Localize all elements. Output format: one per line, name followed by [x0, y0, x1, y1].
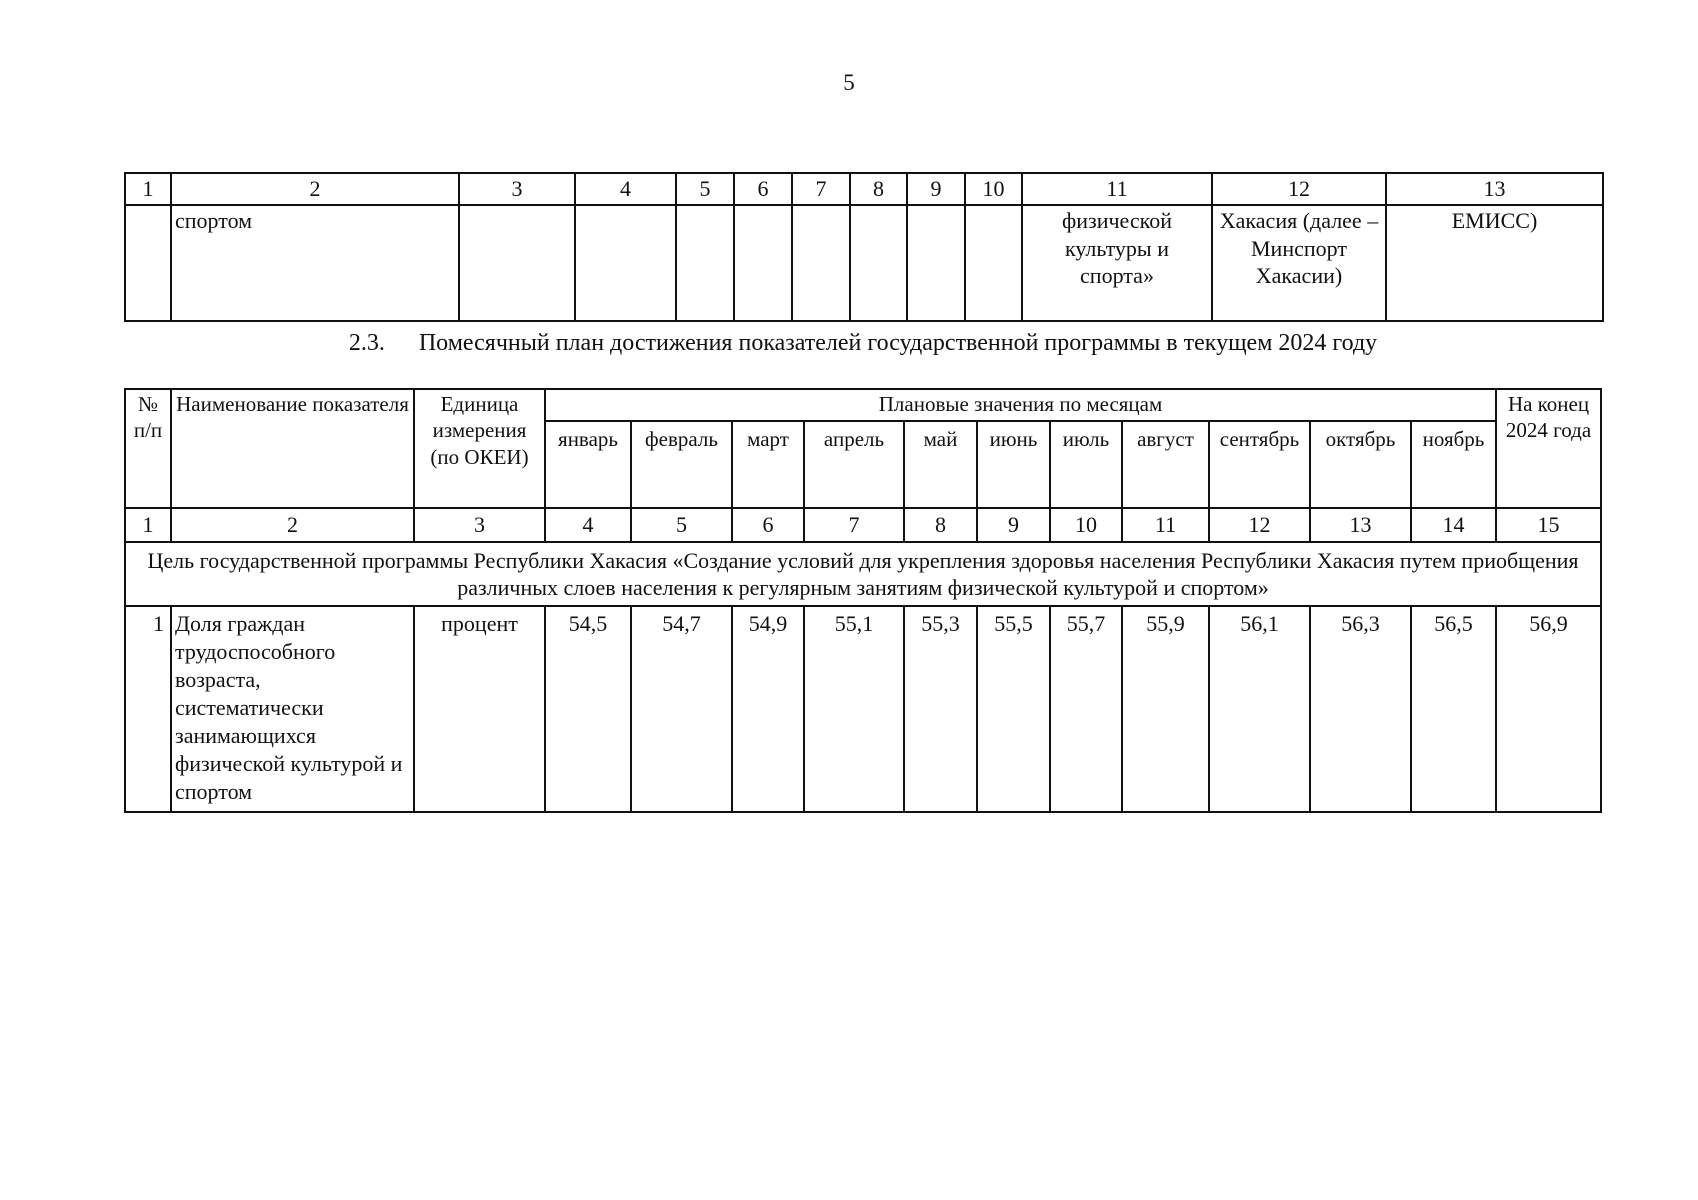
header-month: февраль — [631, 421, 732, 508]
header-month: август — [1122, 421, 1209, 508]
header-month: июль — [1050, 421, 1122, 508]
col-number: 12 — [1212, 173, 1386, 205]
table-cell: Хакасия (далее – Минспорт Хакасии) — [1212, 205, 1386, 321]
month-value: 54,7 — [631, 606, 732, 812]
month-value: 55,1 — [804, 606, 904, 812]
goal-row — [125, 542, 1601, 606]
month-value: 56,3 — [1310, 606, 1411, 812]
header-month: январь — [545, 421, 631, 508]
month-value: 55,9 — [1122, 606, 1209, 812]
col-number: 13 — [1386, 173, 1603, 205]
month-value: 54,5 — [545, 606, 631, 812]
header-month: апрель — [804, 421, 904, 508]
table-cell — [575, 205, 676, 321]
col-number: 14 — [1411, 508, 1496, 542]
month-value: 56,1 — [1209, 606, 1310, 812]
table-cell: физической культуры и спорта» — [1022, 205, 1212, 321]
continuation-header-row — [125, 173, 1603, 205]
table-cell — [792, 205, 850, 321]
header-month: сентябрь — [1209, 421, 1310, 508]
row-number: 1 — [125, 606, 171, 812]
header-month: март — [732, 421, 804, 508]
col-number: 15 — [1496, 508, 1601, 542]
table-cell — [125, 205, 171, 321]
table-cell — [676, 205, 734, 321]
program-goal: Цель государственной программы Республики Хакасия «Создание условий для укрепления здоровья населения Республики Хакасия путем приобщения различных слоев населения к регулярным занятиям физической культурой и спортом» — [125, 542, 1601, 606]
section-title-text: Помесячный план достижения показателей государственной программы в текущем 2024 году — [418, 330, 1378, 356]
section-title — [124, 330, 1602, 357]
header-num: № п/п — [125, 389, 171, 508]
col-number: 11 — [1022, 173, 1212, 205]
table-cell — [965, 205, 1022, 321]
table-row — [125, 606, 1601, 812]
table-cell — [850, 205, 907, 321]
header-name: Наименование показателя — [171, 389, 414, 508]
header-end-of-year: На конец 2024 года — [1496, 389, 1601, 508]
continuation-table — [124, 172, 1604, 322]
month-value: 54,9 — [732, 606, 804, 812]
col-number: 8 — [850, 173, 907, 205]
table-cell — [907, 205, 965, 321]
col-number: 6 — [732, 508, 804, 542]
continuation-row — [125, 205, 1603, 321]
col-number: 11 — [1122, 508, 1209, 542]
col-number: 1 — [125, 173, 171, 205]
section-number: 2.3. — [348, 330, 385, 356]
monthly-plan-table — [124, 388, 1602, 813]
col-number: 5 — [631, 508, 732, 542]
col-number: 3 — [459, 173, 575, 205]
header-monthly-group: Плановые значения по месяцам — [545, 389, 1496, 421]
end-of-year-value: 56,9 — [1496, 606, 1601, 812]
col-number: 2 — [171, 508, 414, 542]
month-value: 55,5 — [977, 606, 1050, 812]
indicator-unit: процент — [414, 606, 545, 812]
table-cell: спортом — [171, 205, 459, 321]
month-value: 55,3 — [904, 606, 977, 812]
col-number: 7 — [792, 173, 850, 205]
col-number: 12 — [1209, 508, 1310, 542]
col-number: 9 — [907, 173, 965, 205]
header-row-1 — [125, 389, 1601, 421]
header-unit: Единица измерения (по ОКЕИ) — [414, 389, 545, 508]
col-number: 8 — [904, 508, 977, 542]
table-cell — [734, 205, 792, 321]
col-number: 9 — [977, 508, 1050, 542]
col-number: 3 — [414, 508, 545, 542]
table-cell — [459, 205, 575, 321]
header-month: ноябрь — [1411, 421, 1496, 508]
col-number: 7 — [804, 508, 904, 542]
col-number: 4 — [575, 173, 676, 205]
header-month: июнь — [977, 421, 1050, 508]
col-number: 4 — [545, 508, 631, 542]
col-number: 10 — [1050, 508, 1122, 542]
col-number: 6 — [734, 173, 792, 205]
table-cell: ЕМИСС) — [1386, 205, 1603, 321]
month-value: 55,7 — [1050, 606, 1122, 812]
col-number: 1 — [125, 508, 171, 542]
column-numbers-row — [125, 508, 1601, 542]
header-month: октябрь — [1310, 421, 1411, 508]
col-number: 5 — [676, 173, 734, 205]
col-number: 13 — [1310, 508, 1411, 542]
header-month: май — [904, 421, 977, 508]
indicator-name: Доля граждан трудоспособного возраста, систематически занимающихся физической культурой и спортом — [171, 606, 414, 812]
month-value: 56,5 — [1411, 606, 1496, 812]
col-number: 10 — [965, 173, 1022, 205]
col-number: 2 — [171, 173, 459, 205]
page-number: 5 — [843, 70, 855, 95]
